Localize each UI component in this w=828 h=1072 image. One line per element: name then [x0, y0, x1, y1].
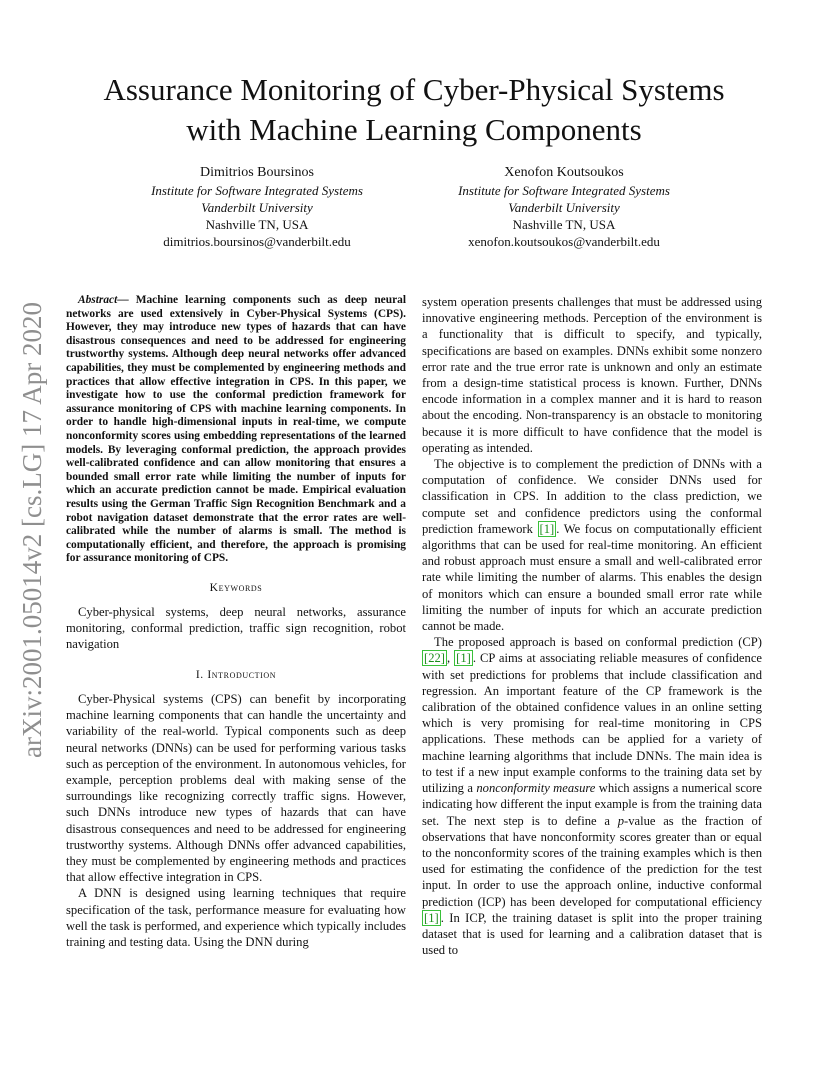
keywords-text: Cyber-physical systems, deep neural networks, assurance monitoring, conformal prediction, traffic sign recognition, robot navigation — [66, 605, 406, 652]
author-location: Nashville TN, USA — [205, 217, 309, 232]
author-block-1 — [77, 164, 437, 250]
abstract — [66, 294, 406, 566]
section-number: I. — [195, 667, 204, 681]
paragraph-text: . We focus on computationally efficient algorithms that can be used for real-time monitoring. An efficient and robust approach must ensure a small and well-calibrated error rate while limiting the number of alarms. This enables the design of monitors which can ensure a bounded small error rate while limiting the number of inputs for which an accurate prediction cannot be made. — [422, 521, 762, 634]
paragraph-text: . CP aims at associating reliable measures of confidence with set predictions for problems that include classification and regression. An important feature of the CP framework is the calibration of the obtained confidence values in an online setting which is very promising for real-time monitoring in CPS applications. These methods can be applied for a variety of machine learning algorithms that include DNNs. The main idea is to test if a new input example conforms to the training data set by utilizing a — [422, 651, 762, 796]
emphasized-term: nonconformity measure — [476, 781, 596, 796]
paragraph-text: . In ICP, the training dataset is split into the proper training dataset that is used for learning and a calibration dataset that is used to — [422, 910, 762, 958]
intro-paragraph-3 — [422, 456, 762, 634]
author-university: Vanderbilt University — [201, 200, 313, 215]
author-name: Xenofon Koutsoukos — [504, 165, 624, 180]
intro-paragraph-1: Cyber-Physical systems (CPS) can benefit by incorporating machine learning components that can handle the uncertainty and variability of the real-world. Typical components such as deep neural networks (DNNs) can be used for performing various tasks such as perception of the environment. In autonomous vehicles, for example, perception problems deal with making sense of the surroundings like recognizing correctly traffic signs. However, such DNNs introduce new types of hazards that can have disastrous consequences and need to be addressed for engineering trustworthy systems. Although DNNs offer advanced capabilities, they must be complemented by engineering methods and practices that allow effective integration in CPS. — [66, 691, 406, 885]
title-line-2: with Machine Learning Components — [186, 112, 642, 147]
intro-paragraph-4 — [422, 634, 762, 958]
intro-paragraph-2: A DNN is designed using learning techniques that require specification of the task, performance measure for evaluating how well the task is performed, and experience which typically includes training and testing data. Using the DNN during — [66, 886, 406, 949]
page-title — [40, 70, 788, 150]
arxiv-identifier[interactable]: arXiv:2001.05014v2 [cs.LG] 17 Apr 2020 — [17, 302, 47, 758]
author-email[interactable]: xenofon.koutsoukos@vanderbilt.edu — [468, 234, 660, 249]
abstract-label: Abstract — [78, 294, 118, 306]
keywords-heading: Keywords — [209, 580, 263, 594]
intro-paragraph-2-continued: system operation presents challenges that must be addressed using innovative engineering methods. Perception of the environment is a functionality that is difficult to specify, and typically, specifications are based on examples. DNNs exhibit some nonzero error rate and the true error rate is unknown and only an estimate from a design-time statistical process is known. Further, DNNs encode information in a complex manner and it is hard to reason about the encoding. Non-transparency is an obstacle to monitoring because it is more difficult to have confidence that the model is operating as intended. — [422, 295, 762, 455]
author-university: Vanderbilt University — [508, 200, 620, 215]
author-name: Dimitrios Boursinos — [200, 165, 314, 180]
paragraph-text: The objective is to complement the prediction of DNNs with a computation of confidence. We consider DNNs used for classification in CPS. In addition to the class prediction, we compute set and confidence predictors using the conformal prediction framework — [422, 457, 762, 536]
title-line-1: Assurance Monitoring of Cyber-Physical Systems — [103, 72, 725, 107]
author-location: Nashville TN, USA — [512, 217, 616, 232]
paragraph-text: which assigns a numerical score indicating how different the input example is from the training data set. The next step is to define a — [422, 781, 762, 828]
author-block-2 — [384, 164, 744, 250]
author-email[interactable]: dimitrios.boursinos@vanderbilt.edu — [163, 234, 351, 249]
section-heading-introduction — [66, 667, 406, 683]
right-column — [422, 294, 762, 958]
paragraph-text: The proposed approach is based on conformal prediction (CP) — [434, 635, 762, 650]
paragraph-text: , — [446, 651, 455, 666]
section-title: Introduction — [207, 667, 277, 681]
citation-link[interactable]: [1] — [539, 521, 555, 536]
abstract-dash: — — [117, 294, 129, 306]
left-column — [66, 294, 406, 950]
emphasized-term: p — [617, 813, 624, 828]
citation-link[interactable]: [1] — [424, 910, 439, 925]
author-affiliation: Institute for Software Integrated Systems — [151, 183, 363, 198]
paragraph-text: -value as the fraction of observations that have nonconformity scores greater than or equal to the nonconformity scores of the training examples which is then used for estimating the confidence of the prediction for the test input. In order to use the approach online, inductive conformal prediction (ICP) has been developed for computational efficiency — [422, 813, 762, 909]
citation-link[interactable]: [1] — [456, 651, 471, 666]
abstract-text: Machine learning components such as deep neural networks are used extensively in Cyber-Physical Systems (CPS). However, they may introduce new types of hazards that can have disastrous consequences and need to be addressed for engineering trustworthy systems. Although deep neural networks offer advanced capabilities, they must be complemented by engineering methods and practices that allow effective integration in CPS. In this paper, we investigate how to use the conformal prediction framework for assurance monitoring of CPS with machine learning components. In order to handle high-dimensional inputs in real-time, we compute nonconformity scores using embedding representations of the learned models. By leveraging conformal prediction, the approach provides well-calibrated confidence and can allow monitoring that ensures a bounded small error rate while limiting the number of inputs for which an accurate prediction cannot be made. Empirical evaluation results using the German Traffic Sign Recognition Benchmark and a robot navigation dataset demonstrate that the error rates are well-calibrated while the number of alarms is small. The method is computationally efficient, and therefore, the approach is promising for assurance monitoring of CPS. — [66, 294, 406, 565]
author-affiliation: Institute for Software Integrated Systems — [458, 183, 670, 198]
citation-link[interactable]: [22] — [424, 651, 445, 666]
